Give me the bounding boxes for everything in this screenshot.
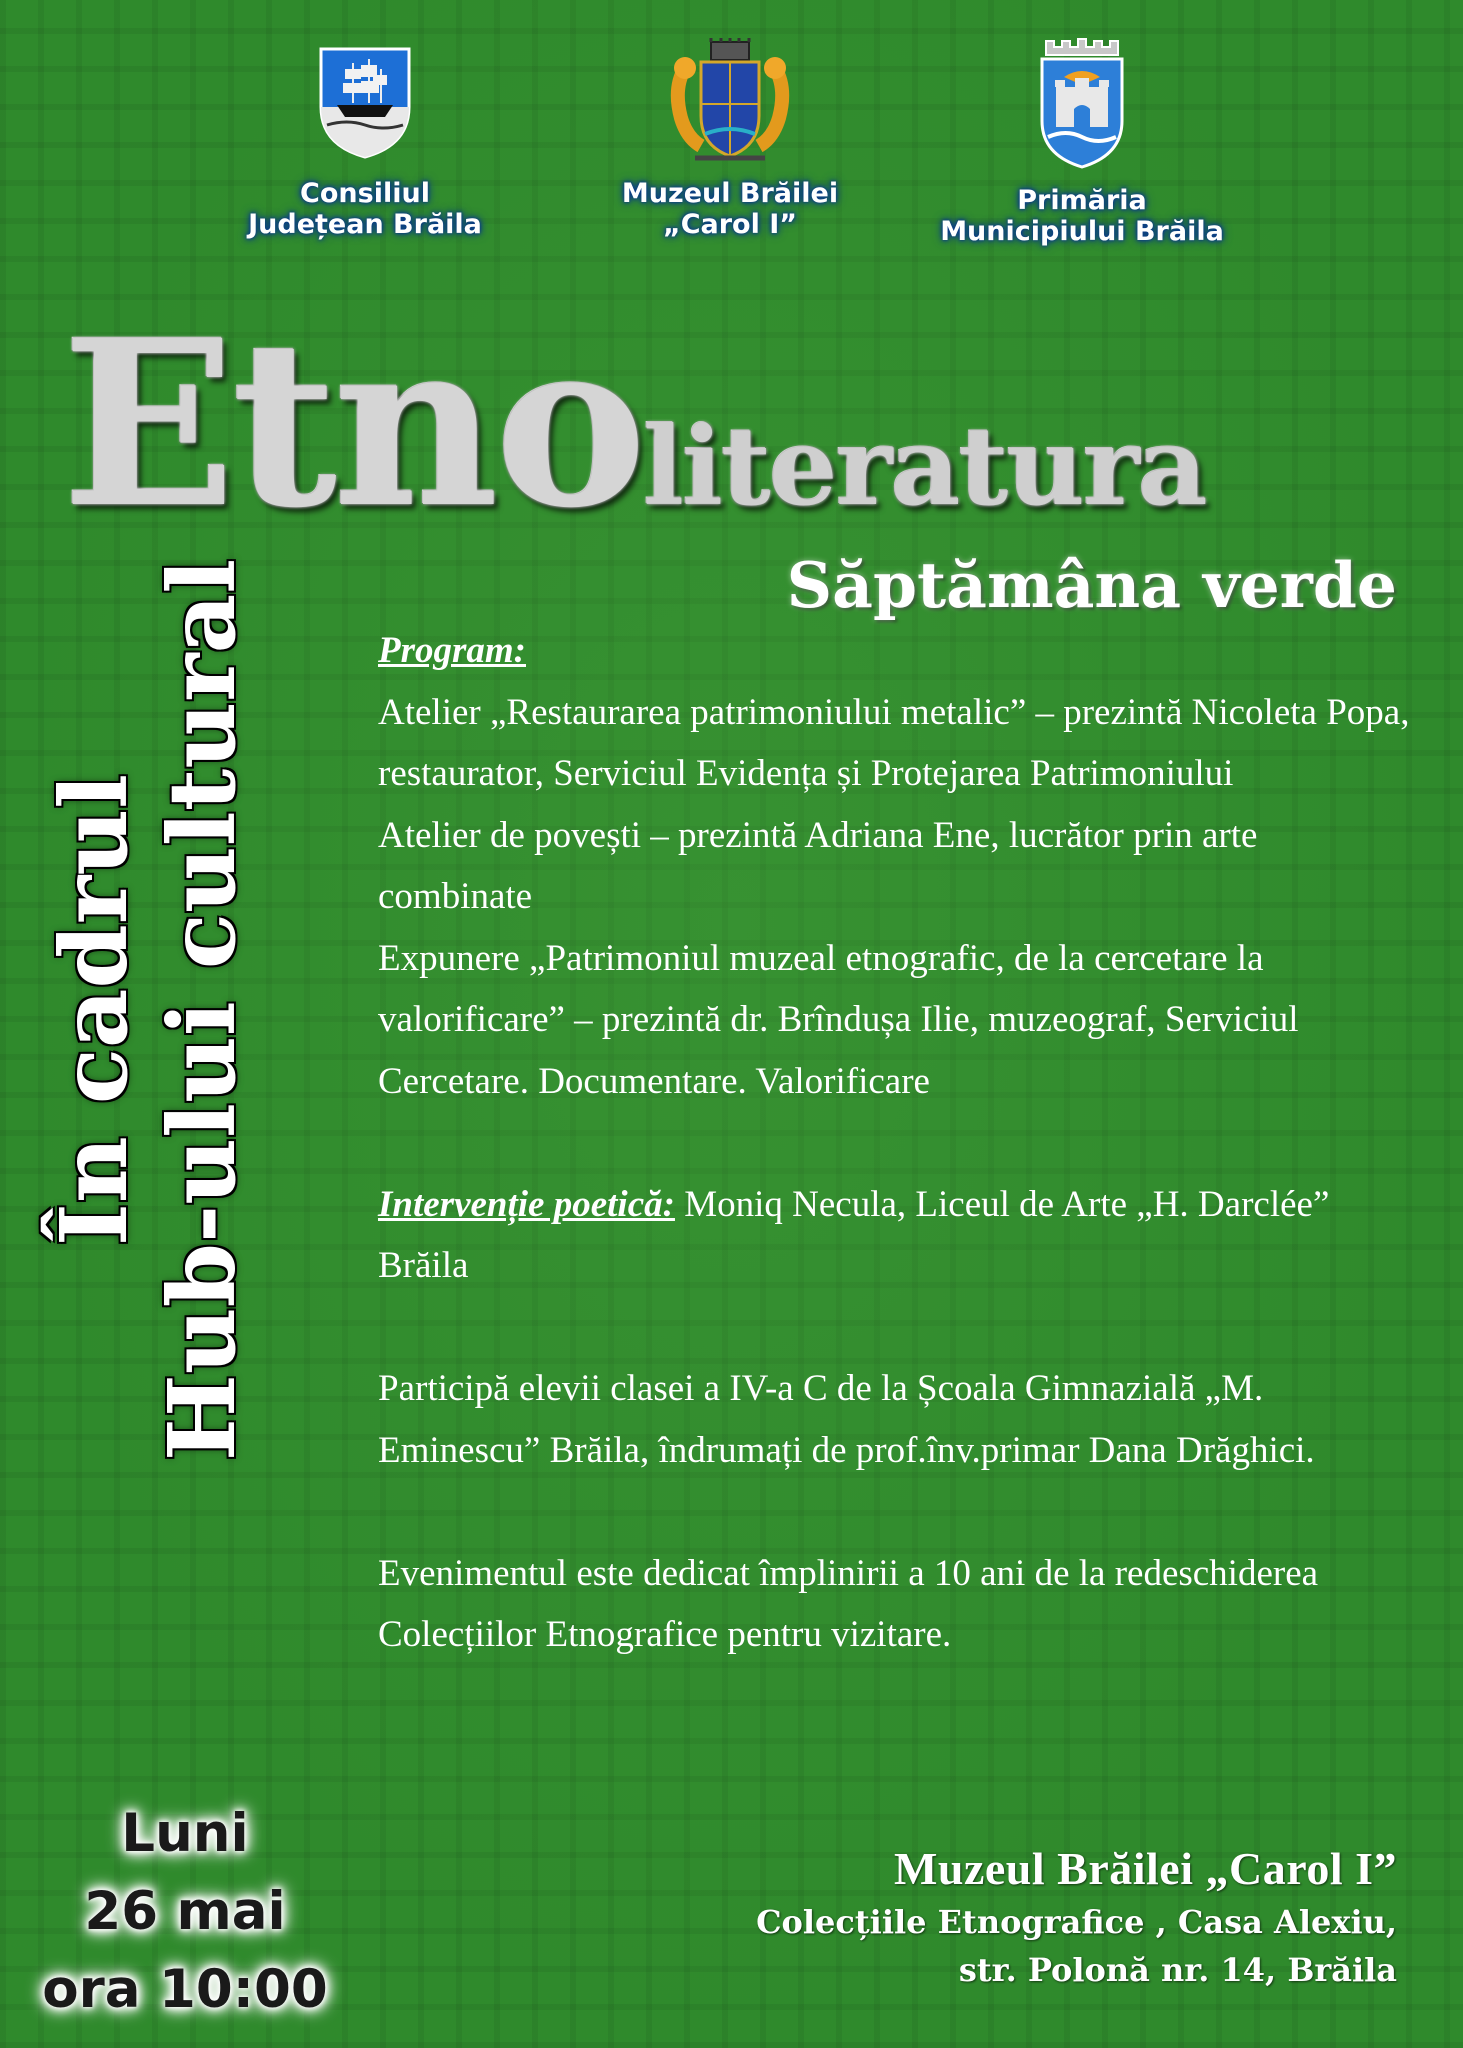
logo-primaria (932, 25, 1232, 247)
city-coat-of-arms-icon (1036, 25, 1128, 171)
vertical-line-2: Hub-ului cultural (148, 558, 256, 1462)
title-etno: Etno (62, 290, 643, 558)
program-content (378, 620, 1418, 1666)
poetry-text: Moniq Necula, Liceul de Arte „H. Darclée” Brăila (378, 1183, 1330, 1286)
hub-cultural-vertical-text (40, 550, 300, 1470)
logo-muzeul-brailei (580, 38, 880, 240)
program-item-povesti: Atelier de povești – prezintă Adriana Ene, lucrător prin arte combinate (378, 814, 1258, 917)
date-day: Luni (121, 1803, 249, 1864)
event-title (62, 290, 1206, 558)
venue-name: Muzeul Brăilei „Carol I” (893, 1843, 1397, 1894)
museum-coat-of-arms-icon (665, 38, 795, 170)
participants-paragraph: Participă elevii clasei a IV-a C de la Școala Gimnazială „M. Eminescu” Brăila, îndrumați de prof.înv.primar Dana Drăghici. (378, 1368, 1315, 1471)
vertical-line-1: În cadrul (40, 773, 148, 1247)
poetry-label: Intervenție poetică: (378, 1183, 675, 1225)
poetry-paragraph (378, 1174, 1418, 1297)
venue-location: Colecțiile Etnografice , Casa Alexiu, (756, 1903, 1397, 1941)
logo-label-line: Județean Brăila (248, 209, 482, 240)
logo-label-line: Consiliul (300, 178, 430, 209)
program-item-restaurare: Atelier „Restaurarea patrimoniului metalic” – prezintă Nicoleta Popa, restaurator, Serviciul Evidența și Protejarea Patrimoniului (378, 691, 1410, 794)
logo-label-consiliul (215, 178, 515, 240)
logo-consiliul-judetean (215, 45, 515, 240)
coat-of-arms-ship-icon (317, 45, 413, 160)
logo-label-line: Municipiului Brăila (940, 216, 1224, 247)
venue-address: str. Polonă nr. 14, Brăila (958, 1951, 1397, 1989)
date-time: ora 10:00 (42, 1959, 328, 2020)
event-date (40, 1795, 330, 2029)
logo-label-primaria (932, 185, 1232, 247)
event-venue (756, 1840, 1397, 1994)
logo-label-line: Primăria (1017, 185, 1147, 216)
date-date: 26 mai (84, 1881, 286, 1942)
logo-label-line: „Carol I” (662, 209, 798, 240)
program-label: Program: (378, 630, 526, 671)
dedication-paragraph: Evenimentul este dedicat împlinirii a 10 ani de la redeschiderea Colecțiilor Etnografice pentru vizitare. (378, 1552, 1319, 1655)
logo-label-line: Muzeul Brăilei (621, 178, 839, 209)
event-subtitle: Săptămâna verde (786, 548, 1397, 622)
title-literatura: literatura (642, 404, 1206, 530)
program-item-expunere: Expunere „Patrimoniul muzeal etnografic, de la cercetare la valorificare” – prezintă dr. Brîndușa Ilie, muzeograf, Serviciul Cercetare. Documentare. Valorificare (378, 937, 1299, 1102)
logo-label-muzeul (580, 178, 880, 240)
